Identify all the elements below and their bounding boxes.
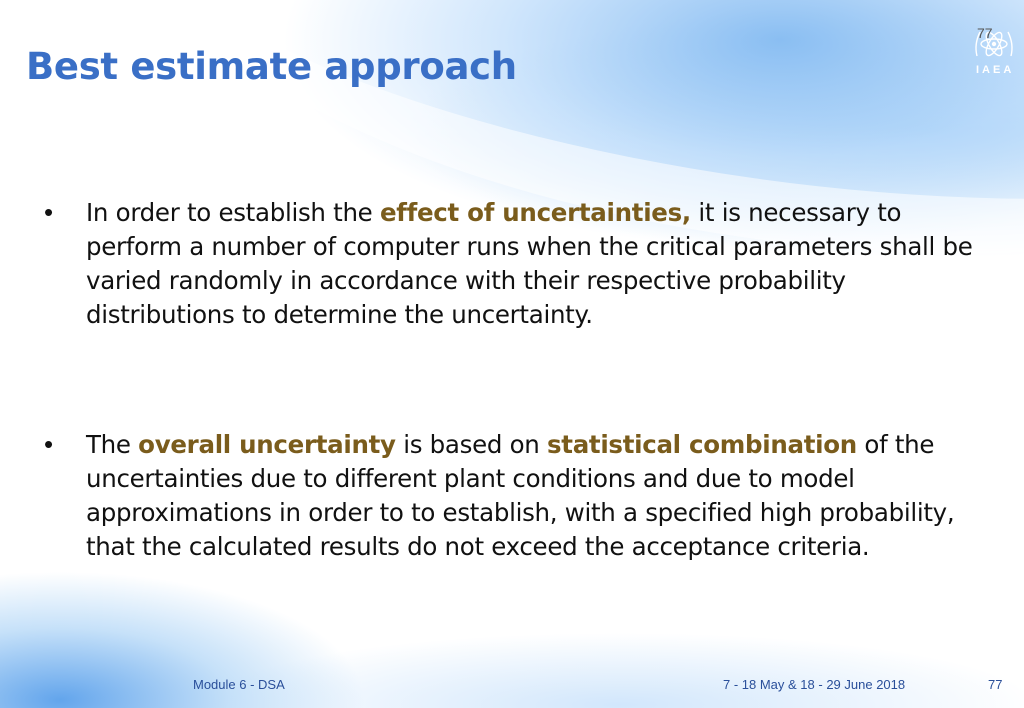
bullet-text-part: In order to establish the	[86, 198, 380, 227]
emphasis-text: statistical combination	[547, 430, 857, 459]
bullet-dot: •	[44, 197, 54, 227]
slide-number-top: 77	[977, 25, 993, 41]
bullet-dot: •	[44, 429, 54, 459]
bullet-text	[86, 196, 974, 332]
emphasis-text: effect of uncertainties,	[379, 198, 691, 227]
footer-page-number: 77	[988, 677, 1003, 692]
emphasis-text: overall uncertainty	[138, 430, 396, 459]
bullet-text-part: of the uncertainties due to different plant conditions and due to model approximations in order to to establish, with a specified high probability, that the calculated results do not exceed the acceptance criteria.	[86, 430, 955, 561]
bullet-text	[86, 428, 974, 564]
bullet-text-part: it is necessary to perform a number of computer runs when the critical parameters shall be varied randomly in accordance with their respective probability distributions to determine the uncertainty.	[86, 198, 973, 329]
bullet-item	[44, 428, 974, 564]
bullet-text-part: is based on	[395, 430, 547, 459]
slide-title: Best estimate approach	[26, 45, 517, 88]
bullet-text-part: The	[86, 430, 139, 459]
bullet-item	[44, 196, 974, 332]
footer-dates: 7 - 18 May & 18 - 29 June 2018	[723, 677, 906, 692]
footer-module: Module 6 - DSA	[193, 677, 285, 692]
logo-text: IAEA	[976, 64, 1015, 76]
